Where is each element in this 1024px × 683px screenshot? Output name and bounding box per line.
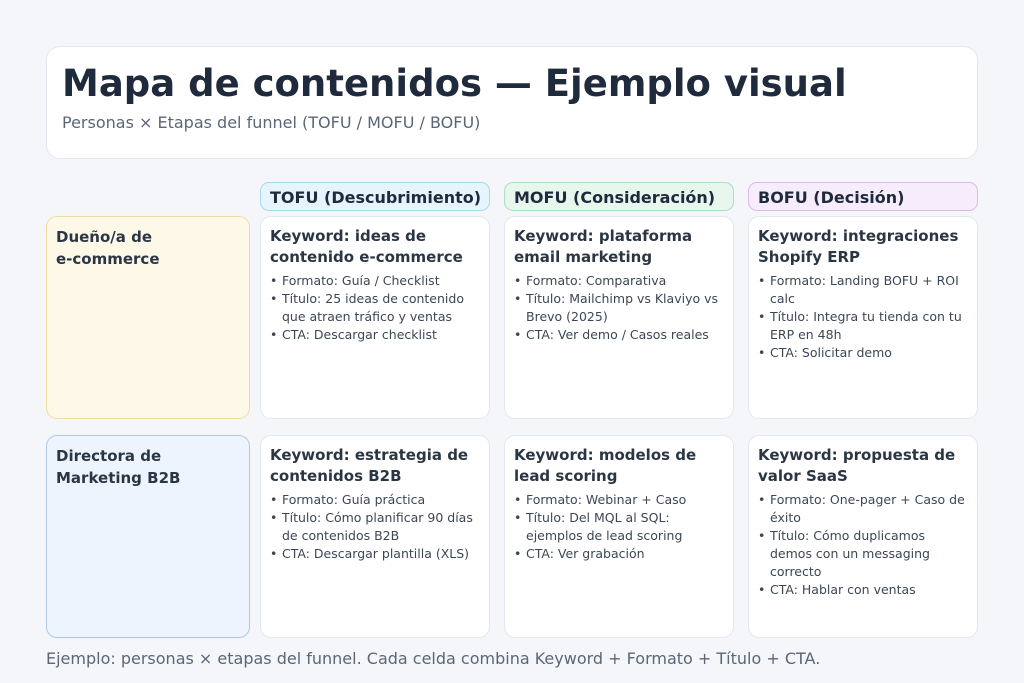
cell-keyword: Keyword: ideas de contenido e‑commerce: [270, 227, 463, 266]
cell-format: • Formato: Webinar + Caso: [514, 491, 724, 509]
cell-keyword: Keyword: integraciones Shopify ERP: [758, 227, 959, 266]
cell-cta: • CTA: Ver demo / Casos reales: [514, 326, 724, 344]
cell-format: • Formato: Comparativa: [514, 272, 724, 290]
page-title: Mapa de contenidos — Ejemplo visual: [62, 62, 847, 105]
stage-header-mofu: MOFU (Consideración): [504, 182, 734, 211]
cell-cta: • CTA: Descargar checklist: [270, 326, 480, 344]
cell-cta: • CTA: Descargar plantilla (XLS): [270, 545, 480, 563]
cell-b2b-bofu: [748, 435, 978, 638]
cell-format: • Formato: Landing BOFU + ROI calc: [758, 272, 968, 308]
footer-note: Ejemplo: personas × etapas del funnel. Cada celda combina Keyword + Formato + Título + CTA.: [46, 649, 821, 668]
persona-ecommerce: Dueño/a de e‑commerce: [46, 216, 250, 419]
cell-cta: • CTA: Solicitar demo: [758, 344, 968, 362]
cell-title: • Título: Integra tu tienda con tu ERP en 48h: [758, 308, 968, 344]
cell-title: • Título: 25 ideas de contenido que atraen tráfico y ventas: [270, 290, 480, 326]
cell-title: • Título: Mailchimp vs Klaviyo vs Brevo (2025): [514, 290, 724, 326]
cell-b2b-tofu: [260, 435, 490, 638]
page-subtitle: Personas × Etapas del funnel (TOFU / MOFU / BOFU): [62, 113, 481, 132]
cell-title: • Título: Cómo duplicamos demos con un messaging correcto: [758, 527, 968, 581]
stage-header-bofu: BOFU (Decisión): [748, 182, 978, 211]
header-card: [46, 46, 978, 159]
cell-format: • Formato: One‑pager + Caso de éxito: [758, 491, 968, 527]
cell-b2b-mofu: [504, 435, 734, 638]
cell-details: [270, 491, 480, 563]
cell-format: • Formato: Guía práctica: [270, 491, 480, 509]
cell-details: [514, 491, 724, 563]
cell-cta: • CTA: Hablar con ventas: [758, 581, 968, 599]
cell-ecommerce-tofu: [260, 216, 490, 419]
cell-keyword: Keyword: modelos de lead scoring: [514, 446, 697, 485]
cell-details: [514, 272, 724, 344]
cell-details: [270, 272, 480, 344]
cell-title: • Título: Cómo planificar 90 días de contenidos B2B: [270, 509, 480, 545]
cell-keyword: Keyword: estrategia de contenidos B2B: [270, 446, 469, 485]
stage-header-tofu: TOFU (Descubrimiento): [260, 182, 490, 211]
cell-keyword: Keyword: plataforma email marketing: [514, 227, 693, 266]
persona-b2b-marketing: Directora de Marketing B2B: [46, 435, 250, 638]
cell-title: • Título: Del MQL al SQL: ejemplos de lead scoring: [514, 509, 724, 545]
cell-keyword: Keyword: propuesta de valor SaaS: [758, 446, 956, 485]
cell-cta: • CTA: Ver grabación: [514, 545, 724, 563]
cell-format: • Formato: Guía / Checklist: [270, 272, 480, 290]
cell-ecommerce-bofu: [748, 216, 978, 419]
cell-ecommerce-mofu: [504, 216, 734, 419]
cell-details: [758, 491, 968, 599]
cell-details: [758, 272, 968, 362]
